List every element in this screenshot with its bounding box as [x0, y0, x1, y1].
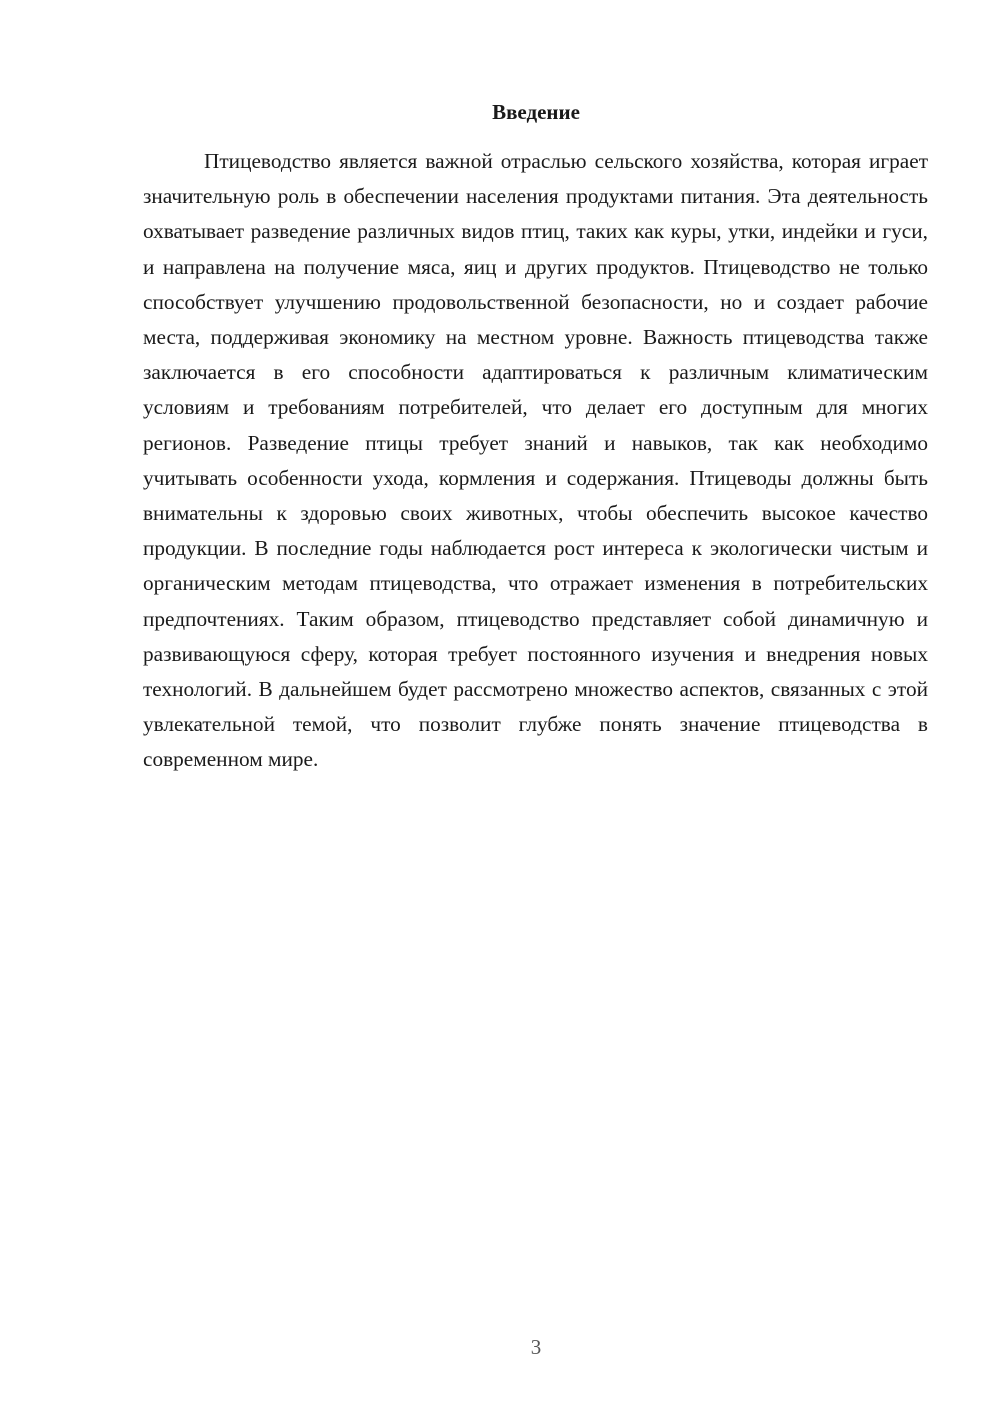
- introduction-paragraph: Птицеводство является важной отраслью сельского хозяйства, которая играет значительную роль в обеспечении населения продуктами питания. Эта деятельность охватывает разведение различных видов птиц, таких как куры, утки, индейки и гуси, и направлена на получение мяса, яиц и других продуктов. Птицеводство не только способствует улучшению продовольственной безопасности, но и создает рабочие места, поддерживая экономику на местном уровне. Важность птицеводства также заключается в его способности адаптироваться к различным климатическим условиям и требованиям потребителей, что делает его доступным для многих регионов. Разведение птицы требует знаний и навыков, так как необходимо учитывать особенности ухода, кормления и содержания. Птицеводы должны быть внимательны к здоровью своих животных, чтобы обеспечить высокое качество продукции. В последние годы наблюдается рост интереса к экологически чистым и органическим методам птицеводства, что отражает изменения в потребительских предпочтениях. Таким образом, птицеводство представляет собой динамичную и развивающуюся сферу, которая требует постоянного изучения и внедрения новых технологий. В дальнейшем будет рассмотрено множество аспектов, связанных с этой увлекательной темой, что позволит глубже понять значение птицеводства в современном мире.: [143, 149, 928, 772]
- page-number: 3: [530, 1335, 542, 1359]
- page-title: Введение: [492, 100, 580, 124]
